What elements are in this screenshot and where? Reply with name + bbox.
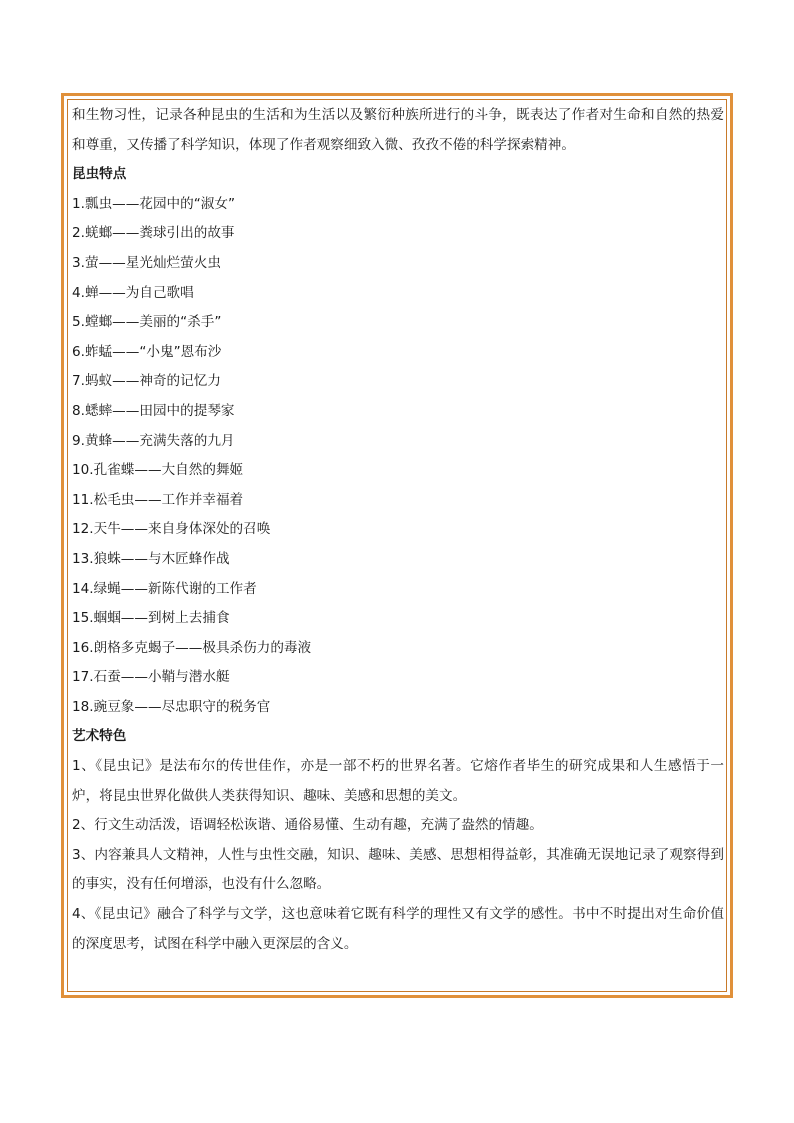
- list-item: 9.黄蜂——充满失落的九月: [72, 432, 235, 449]
- document-content: [72, 101, 724, 959]
- list-item: 12.天牛——来自身体深处的召唤: [72, 521, 271, 538]
- list-item: 6.蚱蜢——“小鬼”恩布沙: [72, 343, 222, 360]
- art-paragraph: 2、行文生动活泼，语调轻松诙谐、通俗易懂、生动有趣，充满了盎然的情趣。: [72, 817, 543, 834]
- list-item: 10.孔雀蝶——大自然的舞姬: [72, 462, 244, 479]
- art-paragraph: 4、《昆虫记》融合了科学与文学，这也意味着它既有科学的理性又有文学的感性。书中不时提出对生命价值的深度思考，试图在科学中融入更深层的含义。: [72, 906, 724, 952]
- list-item: 13.狼蛛——与木匠蜂作战: [72, 550, 230, 567]
- list-item: 14.绿蝇——新陈代谢的工作者: [72, 580, 257, 597]
- list-item: 1.瓢虫——花园中的“淑女”: [72, 195, 235, 212]
- list-item: 4.蝉——为自己歌唱: [72, 284, 194, 301]
- list-item: 15.蝈蝈——到树上去捕食: [72, 610, 230, 627]
- insects-list: [72, 190, 724, 723]
- art-paragraphs: [72, 752, 724, 959]
- list-item: 2.蜣螂——粪球引出的故事: [72, 225, 235, 242]
- art-paragraph: 3、内容兼具人文精神，人性与虫性交融，知识、趣味、美感、思想相得益彰，其准确无误地记录了观察得到的事实，没有任何增添，也没有什么忽略。: [72, 846, 724, 893]
- insects-heading: 昆虫特点: [72, 166, 127, 183]
- art-paragraph: 1、《昆虫记》是法布尔的传世佳作，亦是一部不朽的世界名著。它熔作者毕生的研究成果和人生感悟于一炉，将昆虫世界化做供人类获得知识、趣味、美感和思想的美文。: [72, 758, 724, 804]
- list-item: 16.朗格多克蝎子——极具杀伤力的毒液: [72, 639, 312, 656]
- art-heading: 艺术特色: [72, 728, 127, 745]
- list-item: 17.石蚕——小鞘与潜水艇: [72, 669, 230, 686]
- list-item: 5.螳螂——美丽的“杀手”: [72, 314, 222, 331]
- intro-paragraph: 和生物习性，记录各种昆虫的生活和为生活以及繁衍种族所进行的斗争，既表达了作者对生命和自然的热爱和尊重，又传播了科学知识，体现了作者观察细致入微、孜孜不倦的科学探索精神。: [72, 107, 724, 153]
- list-item: 18.豌豆象——尽忠职守的税务官: [72, 698, 271, 715]
- list-item: 8.蟋蟀——田园中的提琴家: [72, 402, 235, 419]
- list-item: 7.蚂蚁——神奇的记忆力: [72, 373, 221, 390]
- list-item: 11.松毛虫——工作并幸福着: [72, 491, 244, 508]
- list-item: 3.萤——星光灿烂萤火虫: [72, 254, 221, 271]
